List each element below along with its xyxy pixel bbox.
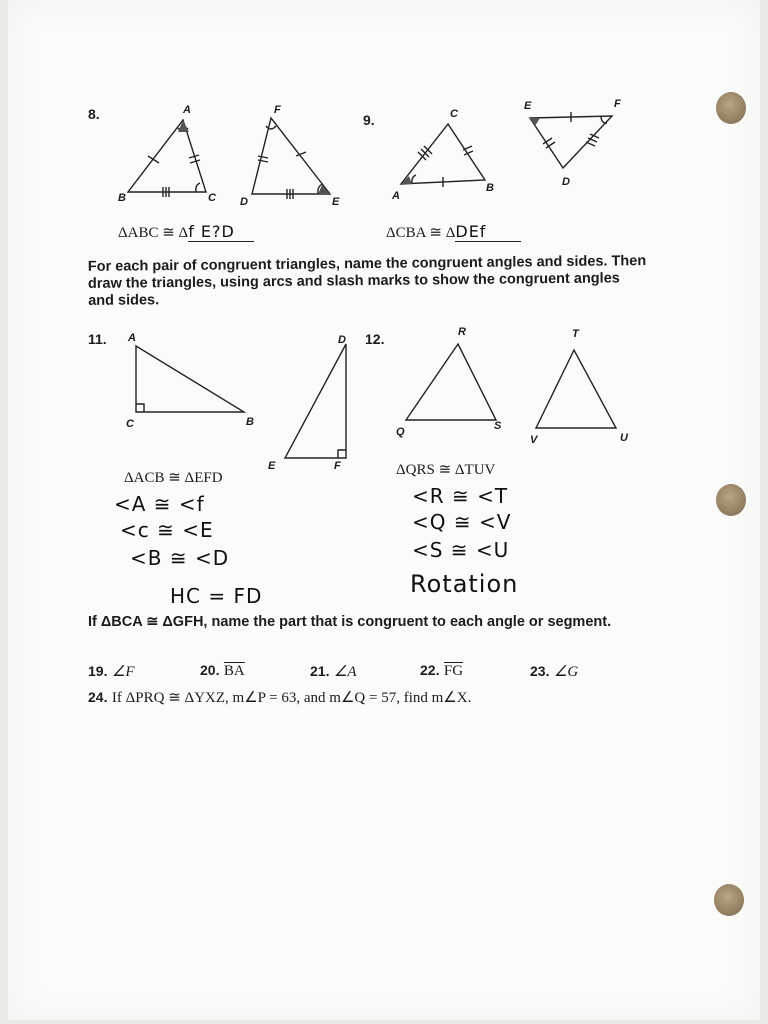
label-12-s: S xyxy=(494,420,502,432)
problem-11-work-3: <B ≅ <D xyxy=(130,546,230,570)
label-12-u: U xyxy=(620,432,628,444)
problem-11-work-1: <A ≅ <f xyxy=(114,492,205,516)
label-9-b: B xyxy=(486,182,494,194)
problem-9-statement-prefix: ΔCBA ≅ Δ xyxy=(386,225,456,241)
instructions-pairs: For each pair of congruent triangles, name the congruent angles and sides. Then draw the triangles, using arcs and slash marks to show the congruent angles and sides. xyxy=(87,253,647,309)
label-8-e: E xyxy=(332,196,340,208)
label-8-a: A xyxy=(183,104,191,116)
question-24 xyxy=(88,688,471,707)
label-11-d: D xyxy=(338,334,346,346)
problem-11-statement: ΔACB ≅ ΔEFD xyxy=(124,470,223,486)
exercise-19-number: 19. xyxy=(88,663,108,679)
worksheet-page xyxy=(8,0,760,1020)
exercise-21-item: ∠A xyxy=(333,664,357,680)
problem-12-work-2: <Q ≅ <V xyxy=(412,510,512,534)
exercise-23-item: ∠G xyxy=(553,664,579,680)
exercise-row xyxy=(88,662,648,682)
label-8-c: C xyxy=(208,192,216,204)
label-8-d: D xyxy=(240,196,248,208)
label-11-a: A xyxy=(128,332,136,344)
triangle-tuv xyxy=(536,350,616,428)
problem-8-statement-prefix: ΔABC ≅ Δ xyxy=(118,225,189,241)
label-9-f: F xyxy=(614,98,621,110)
label-9-d: D xyxy=(562,176,570,188)
exercise-23-number: 23. xyxy=(530,663,550,679)
exercise-19-item: ∠F xyxy=(111,664,135,680)
exercise-22-item: $\overline{FG}$ xyxy=(443,663,464,679)
label-11-f: F xyxy=(334,460,341,472)
label-11-c: C xyxy=(126,418,134,430)
problem-11-work-2: <c ≅ <E xyxy=(120,518,214,542)
label-12-t: T xyxy=(572,328,579,340)
question-24-text: If ΔPRQ ≅ ΔYXZ, m∠P = 63, and m∠Q = 57, find m∠X. xyxy=(111,690,472,706)
exercise-20-item: $\overline{BA}$ xyxy=(223,663,245,679)
label-11-e: E xyxy=(268,460,276,472)
triangle-qrs xyxy=(406,344,496,420)
question-24-number: 24. xyxy=(88,689,108,705)
label-8-f: F xyxy=(274,104,281,116)
exercise-21-number: 21. xyxy=(310,663,330,679)
label-9-e: E xyxy=(524,100,532,112)
label-11-b: B xyxy=(246,416,254,428)
problem-12-work-1: <R ≅ <T xyxy=(412,484,509,508)
instructions-parts: If ΔBCA ≅ ΔGFH, name the part that is congruent to each angle or segment. xyxy=(88,614,612,630)
exercise-19 xyxy=(88,662,135,681)
exercise-20-number: 20. xyxy=(200,662,220,678)
problem-8-number: 8. xyxy=(88,106,100,122)
exercise-21 xyxy=(310,662,357,681)
problem-11-number: 11. xyxy=(88,331,107,347)
problem-9-answer: DEf xyxy=(455,222,521,242)
problem-12-work-4: Rotation xyxy=(410,570,519,598)
label-12-r: R xyxy=(458,326,466,338)
exercise-22 xyxy=(420,662,463,680)
label-9-c: C xyxy=(450,108,458,120)
exercise-22-number: 22. xyxy=(420,662,440,678)
problem-12-work-3: <S ≅ <U xyxy=(412,538,510,562)
label-12-v: V xyxy=(530,434,538,446)
problem-12-statement: ΔQRS ≅ ΔTUV xyxy=(396,462,496,478)
label-9-a: A xyxy=(392,190,400,202)
problem-11-work-4: HC = FD xyxy=(170,584,263,608)
exercise-23 xyxy=(530,662,578,681)
problem-12-number: 12. xyxy=(365,331,385,347)
problem-8-answer: f E?D xyxy=(188,222,254,242)
label-8-b: B xyxy=(118,192,126,204)
exercise-20 xyxy=(200,662,245,680)
problem-9-number: 9. xyxy=(363,112,375,128)
label-12-q: Q xyxy=(396,426,405,438)
problem-12-diagram xyxy=(8,0,760,1020)
